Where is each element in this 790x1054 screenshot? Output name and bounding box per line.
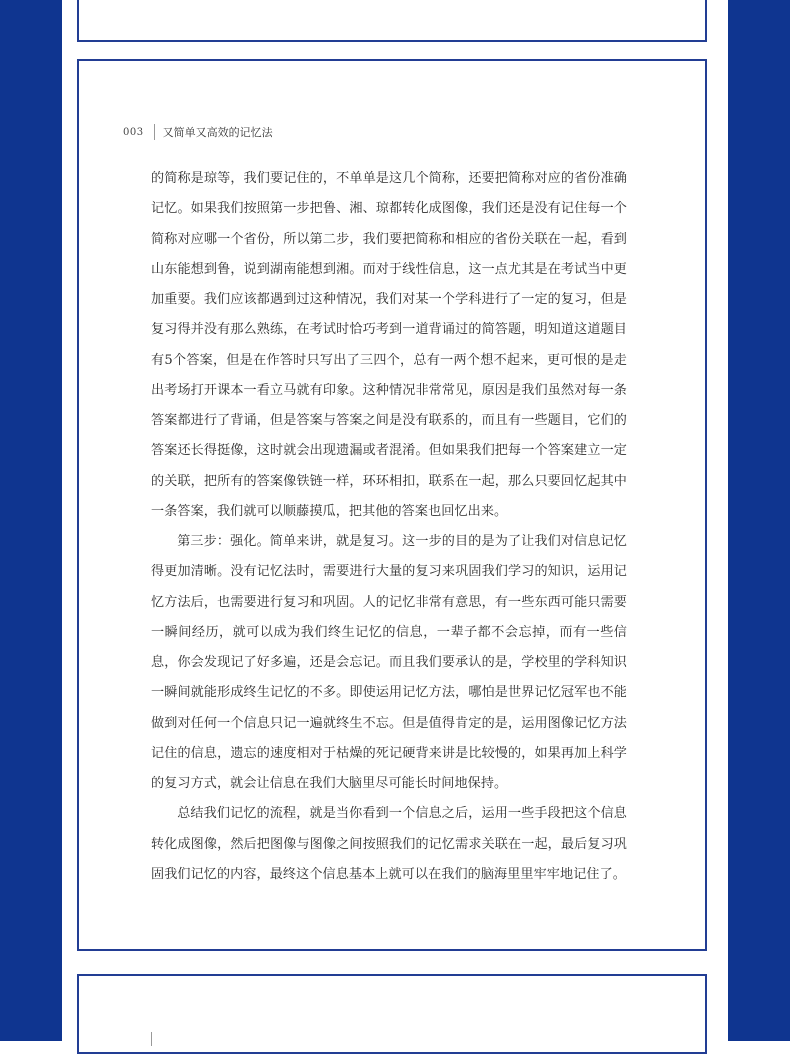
previous-page-frame (77, 0, 707, 42)
paragraph-continued: 的简称是琼等，我们要记住的，不单单是这几个简称，还要把简称对应的省份准确记忆。如果我们按照第一步把鲁、湘、琼都转化成图像，我们还是没有记住每一个简称对应哪一个省份，所以第二步，我们要把简称和相应的省份关联在一起，看到山东能想到鲁，说到湖南能想到湘。而对于线性信息，这一点尤其是在考试当中更加重要。我们应该都遇到过这种情况，我们对某一个学科进行了一定的复习，但是复习得并没有那么熟练，在考试时恰巧考到一道背诵过的简答题，明知道这道题目有5个答案，但是在作答时只写出了三四个，总有一两个想不起来，更可恨的是走出考场打开课本一看立马就有印象。这种情况非常常见，原因是我们虽然对每一条答案都进行了背诵，但是答案与答案之间是没有联系的，而且有一些题目，它们的答案还长得挺像，这时就会出现遗漏或者混淆。但如果我们把每一个答案建立一定的关联，把所有的答案像铁链一样，环环相扣，联系在一起，那么只要回忆起其中一条答案，我们就可以顺藤摸瓜，把其他的答案也回忆出来。 (151, 171, 627, 519)
page-header (123, 123, 273, 141)
page-number: 003 (123, 126, 144, 138)
header-divider (154, 124, 155, 140)
next-page-header-divider (151, 1032, 152, 1046)
page-body (151, 164, 627, 890)
paragraph-summary: 总结我们记忆的流程，就是当你看到一个信息之后，运用一些手段把这个信息转化成图像，然后把图像与图像之间按照我们的记忆需求关联在一起，最后复习巩固我们记忆的内容，最终这个信息基本上就可以在我们的脑海里里牢牢地记住了。 (151, 806, 627, 882)
next-page-frame (77, 974, 707, 1054)
book-title: 又简单又高效的记忆法 (162, 126, 273, 139)
paragraph-step-three: 第三步：强化。简单来讲，就是复习。这一步的目的是为了让我们对信息记忆得更加清晰。没有记忆法时，需要进行大量的复习来巩固我们学习的知识，运用记忆方法后，也需要进行复习和巩固。人的记忆非常有意思，有一些东西可能只需要一瞬间经历，就可以成为我们终生记忆的信息，一辈子都不会忘掉，而有一些信息，你会发现记了好多遍，还是会忘记。而且我们要承认的是，学校里的学科知识一瞬间就能形成终生记忆的不多。即使运用记忆方法，哪怕是世界记忆冠军也不能做到对任何一个信息只记一遍就终生不忘。但是值得肯定的是，运用图像记忆方法记住的信息，遗忘的速度相对于枯燥的死记硬背来讲是比较慢的，如果再加上科学的复习方式，就会让信息在我们大脑里尽可能长时间地保持。 (151, 534, 627, 791)
left-blue-margin (0, 0, 62, 1041)
right-blue-margin (728, 0, 790, 1041)
book-page (77, 59, 707, 951)
